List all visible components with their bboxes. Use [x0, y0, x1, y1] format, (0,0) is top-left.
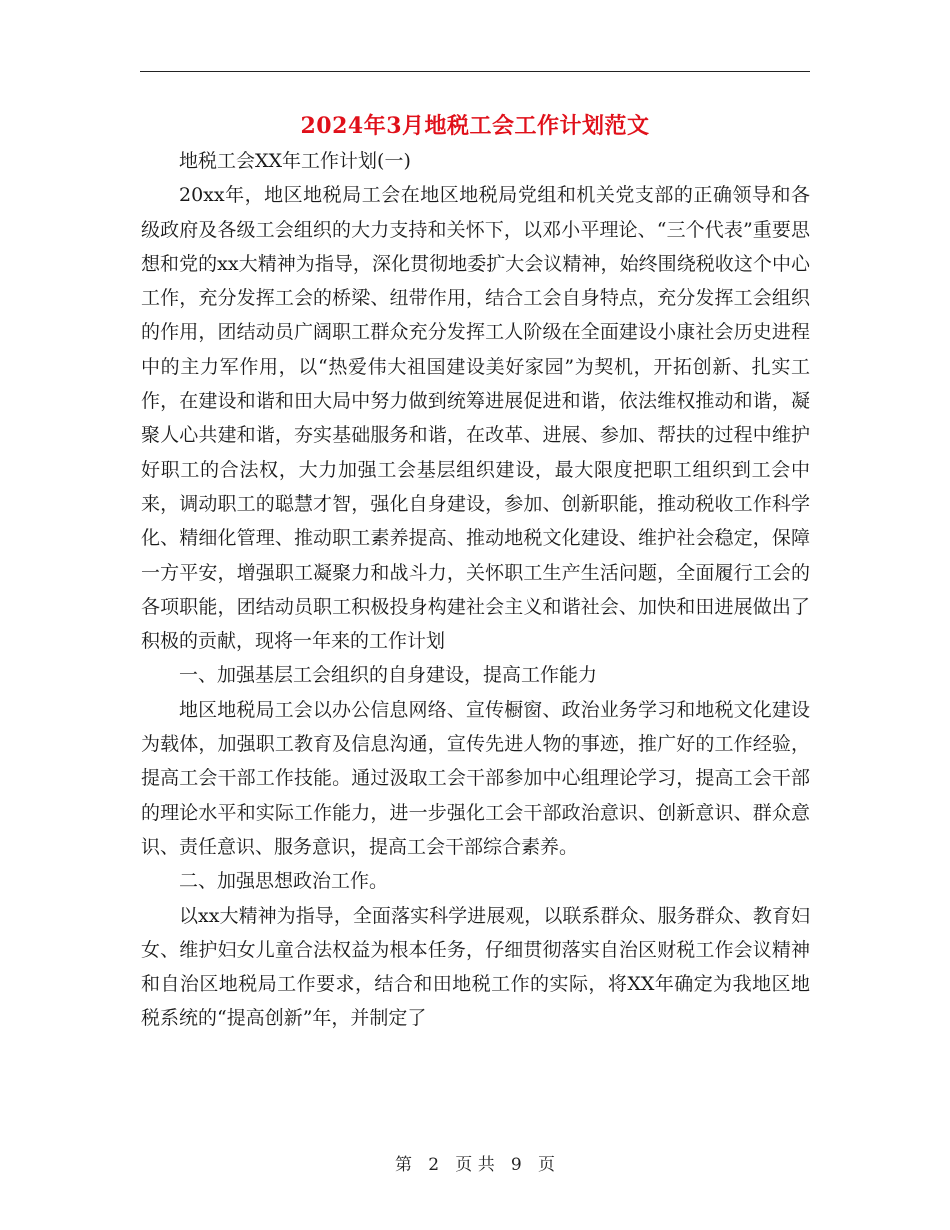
section-1-paragraph: 地区地税局工会以办公信息网络、宣传橱窗、政治业务学习和地税文化建设为载体，加强职工教育及信息沟通，宣传先进人物的事迹，推广好的工作经验，提高工会干部工作技能。通过汲取工会干部参加中心组理论学习，提高工会干部的理论水平和实际工作能力，进一步强化工会干部政治意识、创新意识、群众意识、责任意识、服务意识，提高工会干部综合素养。: [141, 698, 810, 858]
intro-paragraph: 20xx年，地区地税局工会在地区地税局党组和机关党支部的正确领导和各级政府及各级工会组织的大力支持和关怀下，以邓小平理论、“三个代表”重要思想和党的xx大精神为指导，深化贯彻地委扩大会议精神，始终围绕税收这个中心工作，充分发挥工会的桥梁、纽带作用，结合工会自身特点，充分发挥工会组织的作用，团结动员广阔职工群众充分发挥工人阶级在全面建设小康社会历史进程中的主力军作用，以“热爱伟大祖国建设美好家园”为契机，开拓创新、扎实工作，在建设和谐和田大局中努力做到统筹进展促进和谐，依法维权推动和谐，凝聚人心共建和谐，夯实基础服务和谐，在改革、进展、参加、帮扶的过程中维护好职工的合法权，大力加强工会基层组织建设，最大限度把职工组织到工会中来，调动职工的聪慧才智，强化自身建设，参加、创新职能，推动税收工作科学化、精细化管理、推动职工素养提高、推动地税文化建设、维护社会稳定，保障一方平安，增强职工凝聚力和战斗力，关怀职工生产生活问题，全面履行工会的各项职能，团结动员职工积极投身构建社会主义和谐社会、加快和田进展做出了积极的贡献，现将一年来的工作计划: [141, 184, 810, 653]
footer-current-page: 2: [428, 1155, 440, 1175]
header-rule: [140, 71, 810, 72]
section-heading-2: 二、加强思想政治工作。: [179, 870, 389, 893]
section-heading-1: 一、加强基层工会组织的自身建设，提高工作能力: [179, 664, 598, 687]
footer-label-page: 第: [395, 1155, 413, 1175]
document-body: [141, 144, 810, 1036]
footer-label-of: 页 共: [455, 1155, 495, 1175]
document-title: 2024年3月地税工会工作计划范文: [300, 113, 650, 139]
subtitle-paragraph: 地税工会XX年工作计划(一): [179, 150, 411, 172]
footer-total-pages: 9: [510, 1155, 522, 1175]
section-2-paragraph: 以xx大精神为指导，全面落实科学进展观，以联系群众、服务群众、教育妇女、维护妇女儿童合法权益为根本任务，仔细贯彻落实自治区财税工作会议精神和自治区地税局工作要求，结合和田地税工作的实际，将XX年确定为我地区地税系统的“提高创新”年，并制定了: [141, 904, 810, 1030]
footer-label-end: 页: [537, 1155, 555, 1175]
page-footer: [140, 1153, 810, 1177]
